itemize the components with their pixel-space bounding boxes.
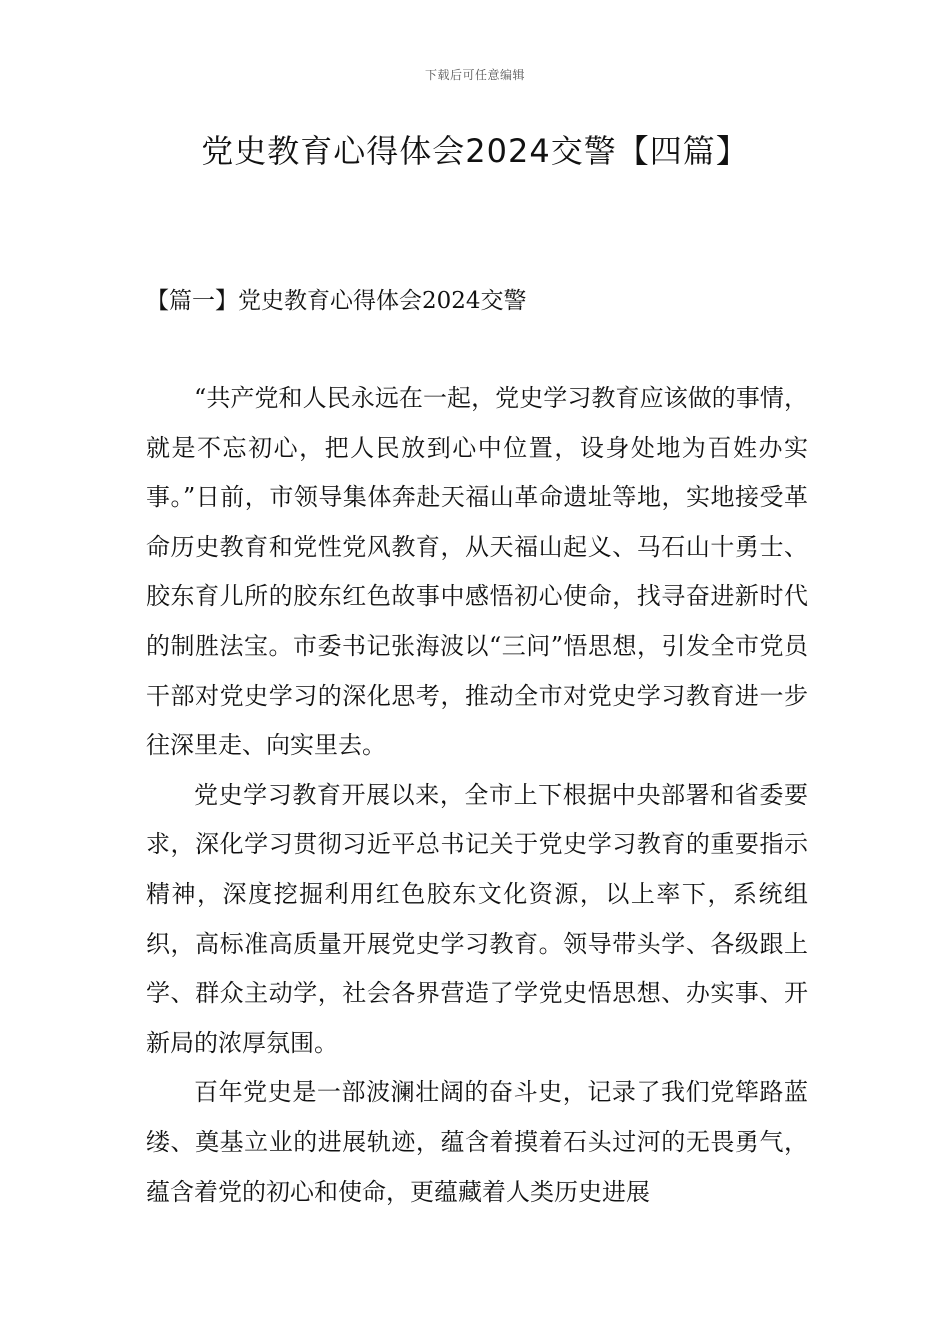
paragraph: “共产党和人民永远在一起，党史学习教育应该做的事情，就是不忘初心，把人民放到心中位置，设身处地为百姓办实事。”日前，市领导集体奔赴天福山革命遗址等地，实地接受革命历史教育和党性党风教育，从天福山起义、马石山十勇士、胶东育儿所的胶东红色故事中感悟初心使命，找寻奋进新时代的制胜法宝。市委书记张海波以“三问”悟思想，引发全市党员干部对党史学习的深化思考，推动全市对党史学习教育进一步往深里走、向实里去。: [146, 384, 808, 760]
document-title: 党史教育心得体会2024交警【四篇】: [201, 132, 749, 170]
body-text: [146, 374, 808, 1217]
header-note: 下载后可任意编辑: [424, 68, 525, 82]
paragraph: 百年党史是一部波澜壮阔的奋斗史，记录了我们党筚路蓝缕、奠基立业的进展轨迹，蕴含着摸着石头过河的无畏勇气，蕴含着党的初心和使命，更蕴藏着人类历史进展: [146, 1078, 808, 1206]
paragraph: 党史学习教育开展以来，全市上下根据中央部署和省委要求，深化学习贯彻习近平总书记关于党史学习教育的重要指示精神，深度挖掘利用红色胶东文化资源，以上率下，系统组织，高标准高质量开展党史学习教育。领导带头学、各级跟上学、群众主动学，社会各界营造了学党史悟思想、办实事、开新局的浓厚氛围。: [146, 780, 808, 1057]
section-heading: 【篇一】党史教育心得体会2024交警: [146, 288, 527, 314]
